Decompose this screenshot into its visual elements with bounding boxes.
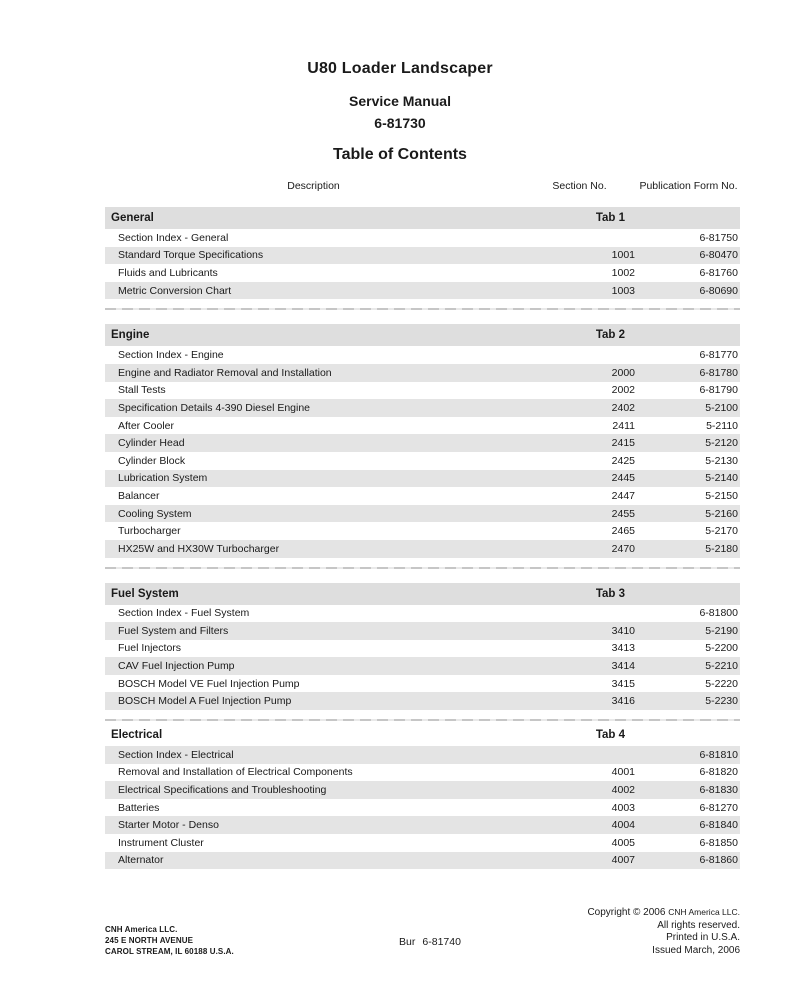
row-description: Engine and Radiator Removal and Installation <box>118 366 332 379</box>
section-separator <box>105 719 740 721</box>
section-separator <box>105 567 740 569</box>
section-header <box>105 724 740 746</box>
row-section-no: 2425 <box>611 454 635 467</box>
row-section-no: 2000 <box>611 366 635 379</box>
row-section-no: 1002 <box>611 266 635 279</box>
row-publication-no: 5-2120 <box>705 437 738 450</box>
row-publication-no: 6-81750 <box>699 231 738 244</box>
row-publication-no: 6-81840 <box>699 819 738 832</box>
row-publication-no: 5-2200 <box>705 642 738 655</box>
row-publication-no: 6-81270 <box>699 801 738 814</box>
table-row <box>105 417 740 435</box>
section-name: Fuel System <box>111 587 179 600</box>
row-publication-no: 5-2130 <box>705 454 738 467</box>
row-section-no: 2411 <box>612 419 635 432</box>
table-row <box>105 247 740 265</box>
row-publication-no: 6-81810 <box>699 748 738 761</box>
row-section-no: 2445 <box>611 472 635 485</box>
row-section-no: 4004 <box>611 819 635 832</box>
row-description: Section Index - Electrical <box>118 748 234 761</box>
table-row <box>105 640 740 658</box>
row-description: Alternator <box>118 854 164 867</box>
table-row <box>105 764 740 782</box>
row-publication-no: 5-2230 <box>705 695 738 708</box>
form-reference <box>350 936 510 948</box>
publisher-address <box>105 924 234 957</box>
row-publication-no: 6-81860 <box>699 854 738 867</box>
column-header-section-no: Section No. <box>552 180 607 192</box>
row-section-no: 4007 <box>611 854 635 867</box>
bur-label: Bur <box>399 936 416 948</box>
row-publication-no: 5-2220 <box>705 677 738 690</box>
row-description: HX25W and HX30W Turbocharger <box>118 542 280 555</box>
table-row <box>105 540 740 558</box>
table-row <box>105 799 740 817</box>
table-row <box>105 605 740 623</box>
row-section-no: 2002 <box>611 384 635 397</box>
table-row <box>105 346 740 364</box>
row-section-no: 4005 <box>611 836 635 849</box>
row-section-no: 3414 <box>611 660 635 673</box>
toc-title: Table of Contents <box>333 146 467 163</box>
column-headers <box>105 168 740 204</box>
document-subtitle: Service Manual <box>349 93 451 109</box>
publisher-street: 245 E NORTH AVENUE <box>105 936 194 945</box>
table-row <box>105 522 740 540</box>
row-description: Starter Motor - Denso <box>118 819 219 832</box>
column-header-description: Description <box>287 180 340 192</box>
toc-section <box>105 724 740 869</box>
table-row <box>105 487 740 505</box>
row-description: CAV Fuel Injection Pump <box>118 660 235 673</box>
copyright-line: Copyright © 2006 CNH America LLC. <box>587 907 740 918</box>
toc-section <box>105 583 740 711</box>
table-row <box>105 264 740 282</box>
row-publication-no: 5-2140 <box>705 472 738 485</box>
row-section-no: 4002 <box>611 784 635 797</box>
toc-table <box>105 168 740 869</box>
table-row <box>105 452 740 470</box>
row-description: After Cooler <box>118 419 175 432</box>
table-row <box>105 781 740 799</box>
title-block <box>0 60 800 164</box>
section-header <box>105 324 740 346</box>
table-row <box>105 692 740 710</box>
row-description: Fuel Injectors <box>118 642 182 655</box>
row-publication-no: 5-2100 <box>705 401 738 414</box>
publisher-name: CNH America LLC. <box>105 925 178 934</box>
row-description: Electrical Specifications and Troubleshooting <box>118 784 327 797</box>
table-row <box>105 470 740 488</box>
row-description: Stall Tests <box>118 384 166 397</box>
row-section-no: 2402 <box>611 401 635 414</box>
column-header-publication-form: Publication Form No. <box>639 180 738 192</box>
row-description: Instrument Cluster <box>118 836 204 849</box>
row-publication-no: 6-81780 <box>699 366 738 379</box>
table-row <box>105 505 740 523</box>
row-description: Section Index - General <box>118 231 229 244</box>
row-section-no: 2415 <box>611 437 635 450</box>
table-row <box>105 282 740 300</box>
row-section-no: 3415 <box>611 677 635 690</box>
row-description: Cylinder Head <box>118 437 185 450</box>
row-publication-no: 5-2150 <box>705 489 738 502</box>
row-description: Standard Torque Specifications <box>118 249 264 262</box>
row-description: BOSCH Model A Fuel Injection Pump <box>118 695 292 708</box>
row-publication-no: 6-81830 <box>699 784 738 797</box>
table-row <box>105 816 740 834</box>
copyright-company: CNH America LLC. <box>668 907 740 917</box>
row-section-no: 2465 <box>611 525 635 538</box>
row-description: Cooling System <box>118 507 192 520</box>
table-row <box>105 675 740 693</box>
section-name: Engine <box>111 329 150 342</box>
row-publication-no: 6-81800 <box>699 607 738 620</box>
section-header <box>105 207 740 229</box>
printed-line: Printed in U.S.A. <box>666 932 740 943</box>
row-description: Fuel System and Filters <box>118 624 229 637</box>
bur-number: 6-81740 <box>422 936 461 948</box>
toc-sections <box>105 207 740 869</box>
row-description: Lubrication System <box>118 472 208 485</box>
row-description: Cylinder Block <box>118 454 186 467</box>
manual-number: 6-81730 <box>374 115 426 131</box>
row-publication-no: 6-81820 <box>699 766 738 779</box>
row-description: Metric Conversion Chart <box>118 284 232 297</box>
publisher-city: CAROL STREAM, IL 60188 U.S.A. <box>105 947 234 956</box>
row-description: Balancer <box>118 489 160 502</box>
table-row <box>105 852 740 870</box>
row-publication-no: 5-2170 <box>705 525 738 538</box>
row-description: Section Index - Fuel System <box>118 607 250 620</box>
row-description: Batteries <box>118 801 160 814</box>
rights-line: All rights reserved. <box>657 919 740 931</box>
table-row <box>105 364 740 382</box>
row-publication-no: 6-80690 <box>699 284 738 297</box>
row-section-no: 3410 <box>611 624 635 637</box>
copyright-block <box>587 906 740 957</box>
toc-section <box>105 324 740 557</box>
table-row <box>105 746 740 764</box>
row-section-no: 2447 <box>611 489 635 502</box>
issued-line: Issued March, 2006 <box>652 944 740 956</box>
row-publication-no: 5-2110 <box>706 419 738 432</box>
section-tab: Tab 4 <box>595 729 625 742</box>
row-publication-no: 5-2160 <box>705 507 738 520</box>
row-description: Turbocharger <box>118 525 181 538</box>
row-publication-no: 5-2210 <box>705 660 738 673</box>
section-tab: Tab 2 <box>595 329 625 342</box>
row-section-no: 3413 <box>611 642 635 655</box>
row-section-no: 3416 <box>611 695 635 708</box>
toc-section <box>105 207 740 299</box>
row-description: Removal and Installation of Electrical Components <box>118 766 353 779</box>
row-description: Section Index - Engine <box>118 349 224 362</box>
row-section-no: 1001 <box>611 249 635 262</box>
row-publication-no: 6-81790 <box>699 384 738 397</box>
row-publication-no: 5-2180 <box>705 542 738 555</box>
row-section-no: 4001 <box>611 766 635 779</box>
row-description: Specification Details 4-390 Diesel Engine <box>118 401 311 414</box>
row-description: Fluids and Lubricants <box>118 266 218 279</box>
row-publication-no: 6-81760 <box>699 266 738 279</box>
table-row <box>105 622 740 640</box>
section-name: General <box>111 212 154 224</box>
row-section-no: 4003 <box>611 801 635 814</box>
row-section-no: 2470 <box>611 542 635 555</box>
table-row <box>105 382 740 400</box>
section-separator <box>105 308 740 310</box>
row-description: BOSCH Model VE Fuel Injection Pump <box>118 677 300 690</box>
section-tab: Tab 1 <box>595 212 625 224</box>
table-row <box>105 229 740 247</box>
row-publication-no: 6-81770 <box>699 349 738 362</box>
row-section-no: 2455 <box>611 507 635 520</box>
section-name: Electrical <box>111 729 163 742</box>
table-row <box>105 399 740 417</box>
document-title: U80 Loader Landscaper <box>307 60 493 77</box>
row-publication-no: 5-2190 <box>705 624 738 637</box>
table-row <box>105 834 740 852</box>
row-publication-no: 6-80470 <box>699 249 738 262</box>
table-row <box>105 657 740 675</box>
row-publication-no: 6-81850 <box>699 836 738 849</box>
section-header <box>105 583 740 605</box>
table-row <box>105 434 740 452</box>
section-tab: Tab 3 <box>595 587 625 600</box>
row-section-no: 1003 <box>611 284 635 297</box>
